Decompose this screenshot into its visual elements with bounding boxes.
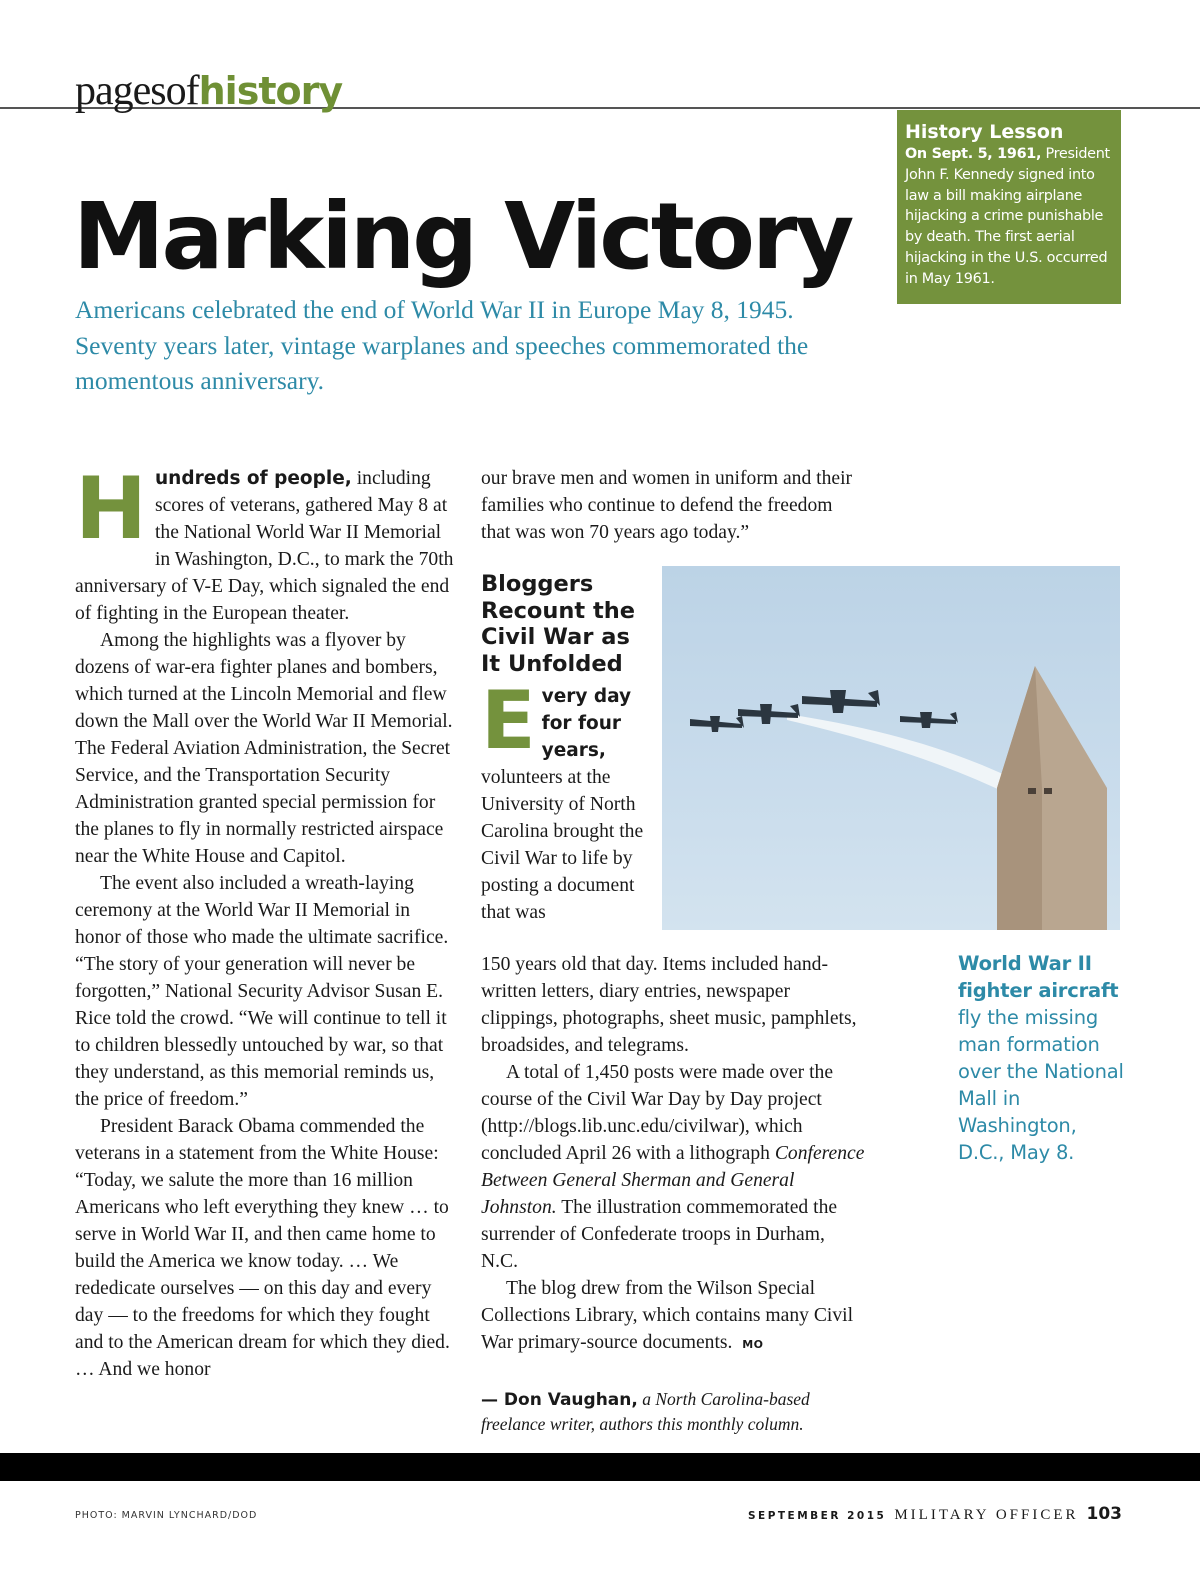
folio-magazine: MILITARY OFFICER [894, 1507, 1079, 1523]
sidebar-paragraph-2-post: The illustration commemorated the surrender of Confederate troops in Durham, N.C. [481, 1197, 838, 1272]
aircraft-3 [802, 690, 880, 713]
article-paragraph-2: Among the highlights was a flyover by dozens of war-era fighter planes and bombers, which turned at the Lincoln Memorial and flew down the Mall over the World War II Memorial. The Federal Aviation Administration, the Secret Service, and the Transportation Security Administration granted special permission for the planes to fly in normally restricted airspace near the White House and Capitol. [75, 630, 453, 867]
photo-credit: PHOTO: MARVIN LYNCHARD/DOD [75, 1510, 258, 1521]
photo-caption-text: fly the missing man formation over the National Mall in Washington, D.C., May 8. [958, 1006, 1124, 1164]
article-paragraph-4-continued: our brave men and women in uniform and their families who continue to defend the freedom that was won 70 years ago today.” [481, 468, 853, 543]
sidebar-dropcap: E [481, 674, 536, 767]
author-description: a North Carolina-based freelance writer, authors this monthly column. [481, 1389, 810, 1434]
section-header [75, 66, 342, 116]
sidebar-paragraph-2 [481, 1059, 866, 1275]
article-column-2-continuation [481, 465, 866, 546]
author-credit [481, 1387, 866, 1436]
article-lead: undreds of people, [154, 468, 352, 489]
end-mark: MO [742, 1338, 764, 1351]
photo-flyover [662, 566, 1120, 930]
headline: Marking Victory [73, 183, 852, 290]
sidebar-lithograph-title: Conference Between General Sherman and General Johnston. [481, 1143, 865, 1218]
history-lesson-body: President John F. Kennedy signed into law a bill making airplane hijacking a crime punishable by death. The first aerial hijacking in the U.S. occurred in May 1961. [905, 146, 1110, 287]
folio [748, 1504, 1122, 1524]
aircraft-4 [900, 712, 958, 728]
sidebar-paragraph-1a-text: volunteers at the University of North Carolina brought the Civil War to life by posting a document that was [481, 767, 644, 923]
sidebar-paragraph-3-text: The blog drew from the Wilson Special Collections Library, which contains many Civil War primary-source documents. [481, 1278, 854, 1353]
dek: Americans celebrated the end of World War II in Europe May 8, 1945. Seventy years later, vintage warplanes and speeches commemorated the momentous anniversary. [75, 295, 809, 395]
history-lesson-text [905, 144, 1113, 290]
history-lesson-date: On Sept. 5, 1961, [905, 146, 1042, 162]
footer-bar [0, 1453, 1200, 1481]
article-column-1 [75, 459, 457, 1383]
washington-monument [997, 666, 1107, 930]
article-paragraph-4: President Barack Obama commended the veterans in a statement from the White House: “Today, we salute the more than 16 million Americans who left everything they knew … to serve in World War II, and then came home to build the America we know today. … We rededicate ourselves — on this day and every day — to the freedoms for which they fought and to the American dream for which they died. … And we honor [75, 1116, 450, 1380]
sidebar-lead-bold: very day for four years, [541, 686, 632, 761]
article-dropcap: H [75, 459, 147, 559]
sidebar-paragraph-1a [481, 674, 656, 926]
photo-illustration [662, 566, 1120, 930]
sidebar-lead [481, 674, 656, 926]
history-lesson-title: History Lesson [905, 121, 1064, 143]
section-header-pages: pagesof [75, 68, 199, 114]
page-number: 103 [1086, 1504, 1122, 1524]
aircraft-1 [690, 716, 744, 732]
photo-caption-bold: World War II fighter aircraft [958, 952, 1119, 1002]
article-paragraph-3: The event also included a wreath-laying ceremony at the World War II Memorial in honor of those who made the ultimate sacrifice. “The story of your generation will never be forgotten,” National Security Advisor Susan E. Rice told the crowd. “We will continue to tell it to children blessedly untouched by war, so that they understand, as this memorial reminds us, the price of freedom.” [75, 873, 449, 1110]
article-paragraph-1 [75, 459, 457, 627]
aircraft-2 [738, 704, 800, 724]
photo-caption [958, 950, 1128, 1166]
sidebar-paragraph-3 [481, 1275, 866, 1358]
sidebar-paragraph-2-pre: A total of 1,450 posts were made over the course of the Civil War Day by Day project (http://blogs.lib.unc.edu/civilwar), which concluded April 26 with a lithograph [481, 1062, 834, 1164]
author-name: — Don Vaughan, [481, 1390, 638, 1410]
folio-date: SEPTEMBER 2015 [747, 1510, 887, 1522]
article-paragraph-1-text: including scores of veterans, gathered May 8 at the National World War II Memorial in Washington, D.C., to mark the 70th anniversary of V-E Day, which signaled the end of fighting in the European theater. [75, 468, 454, 624]
section-header-history: history [198, 69, 343, 113]
sidebar-body [481, 951, 866, 1358]
sidebar-paragraph-1b: 150 years old that day. Items included hand-written letters, diary entries, newspaper clippings, photographs, sheet music, pamphlets, broadsides, and telegrams. [481, 954, 857, 1056]
history-lesson-box [897, 110, 1121, 304]
sidebar-title: Bloggers Recount the Civil War as It Unfolded [481, 571, 636, 677]
